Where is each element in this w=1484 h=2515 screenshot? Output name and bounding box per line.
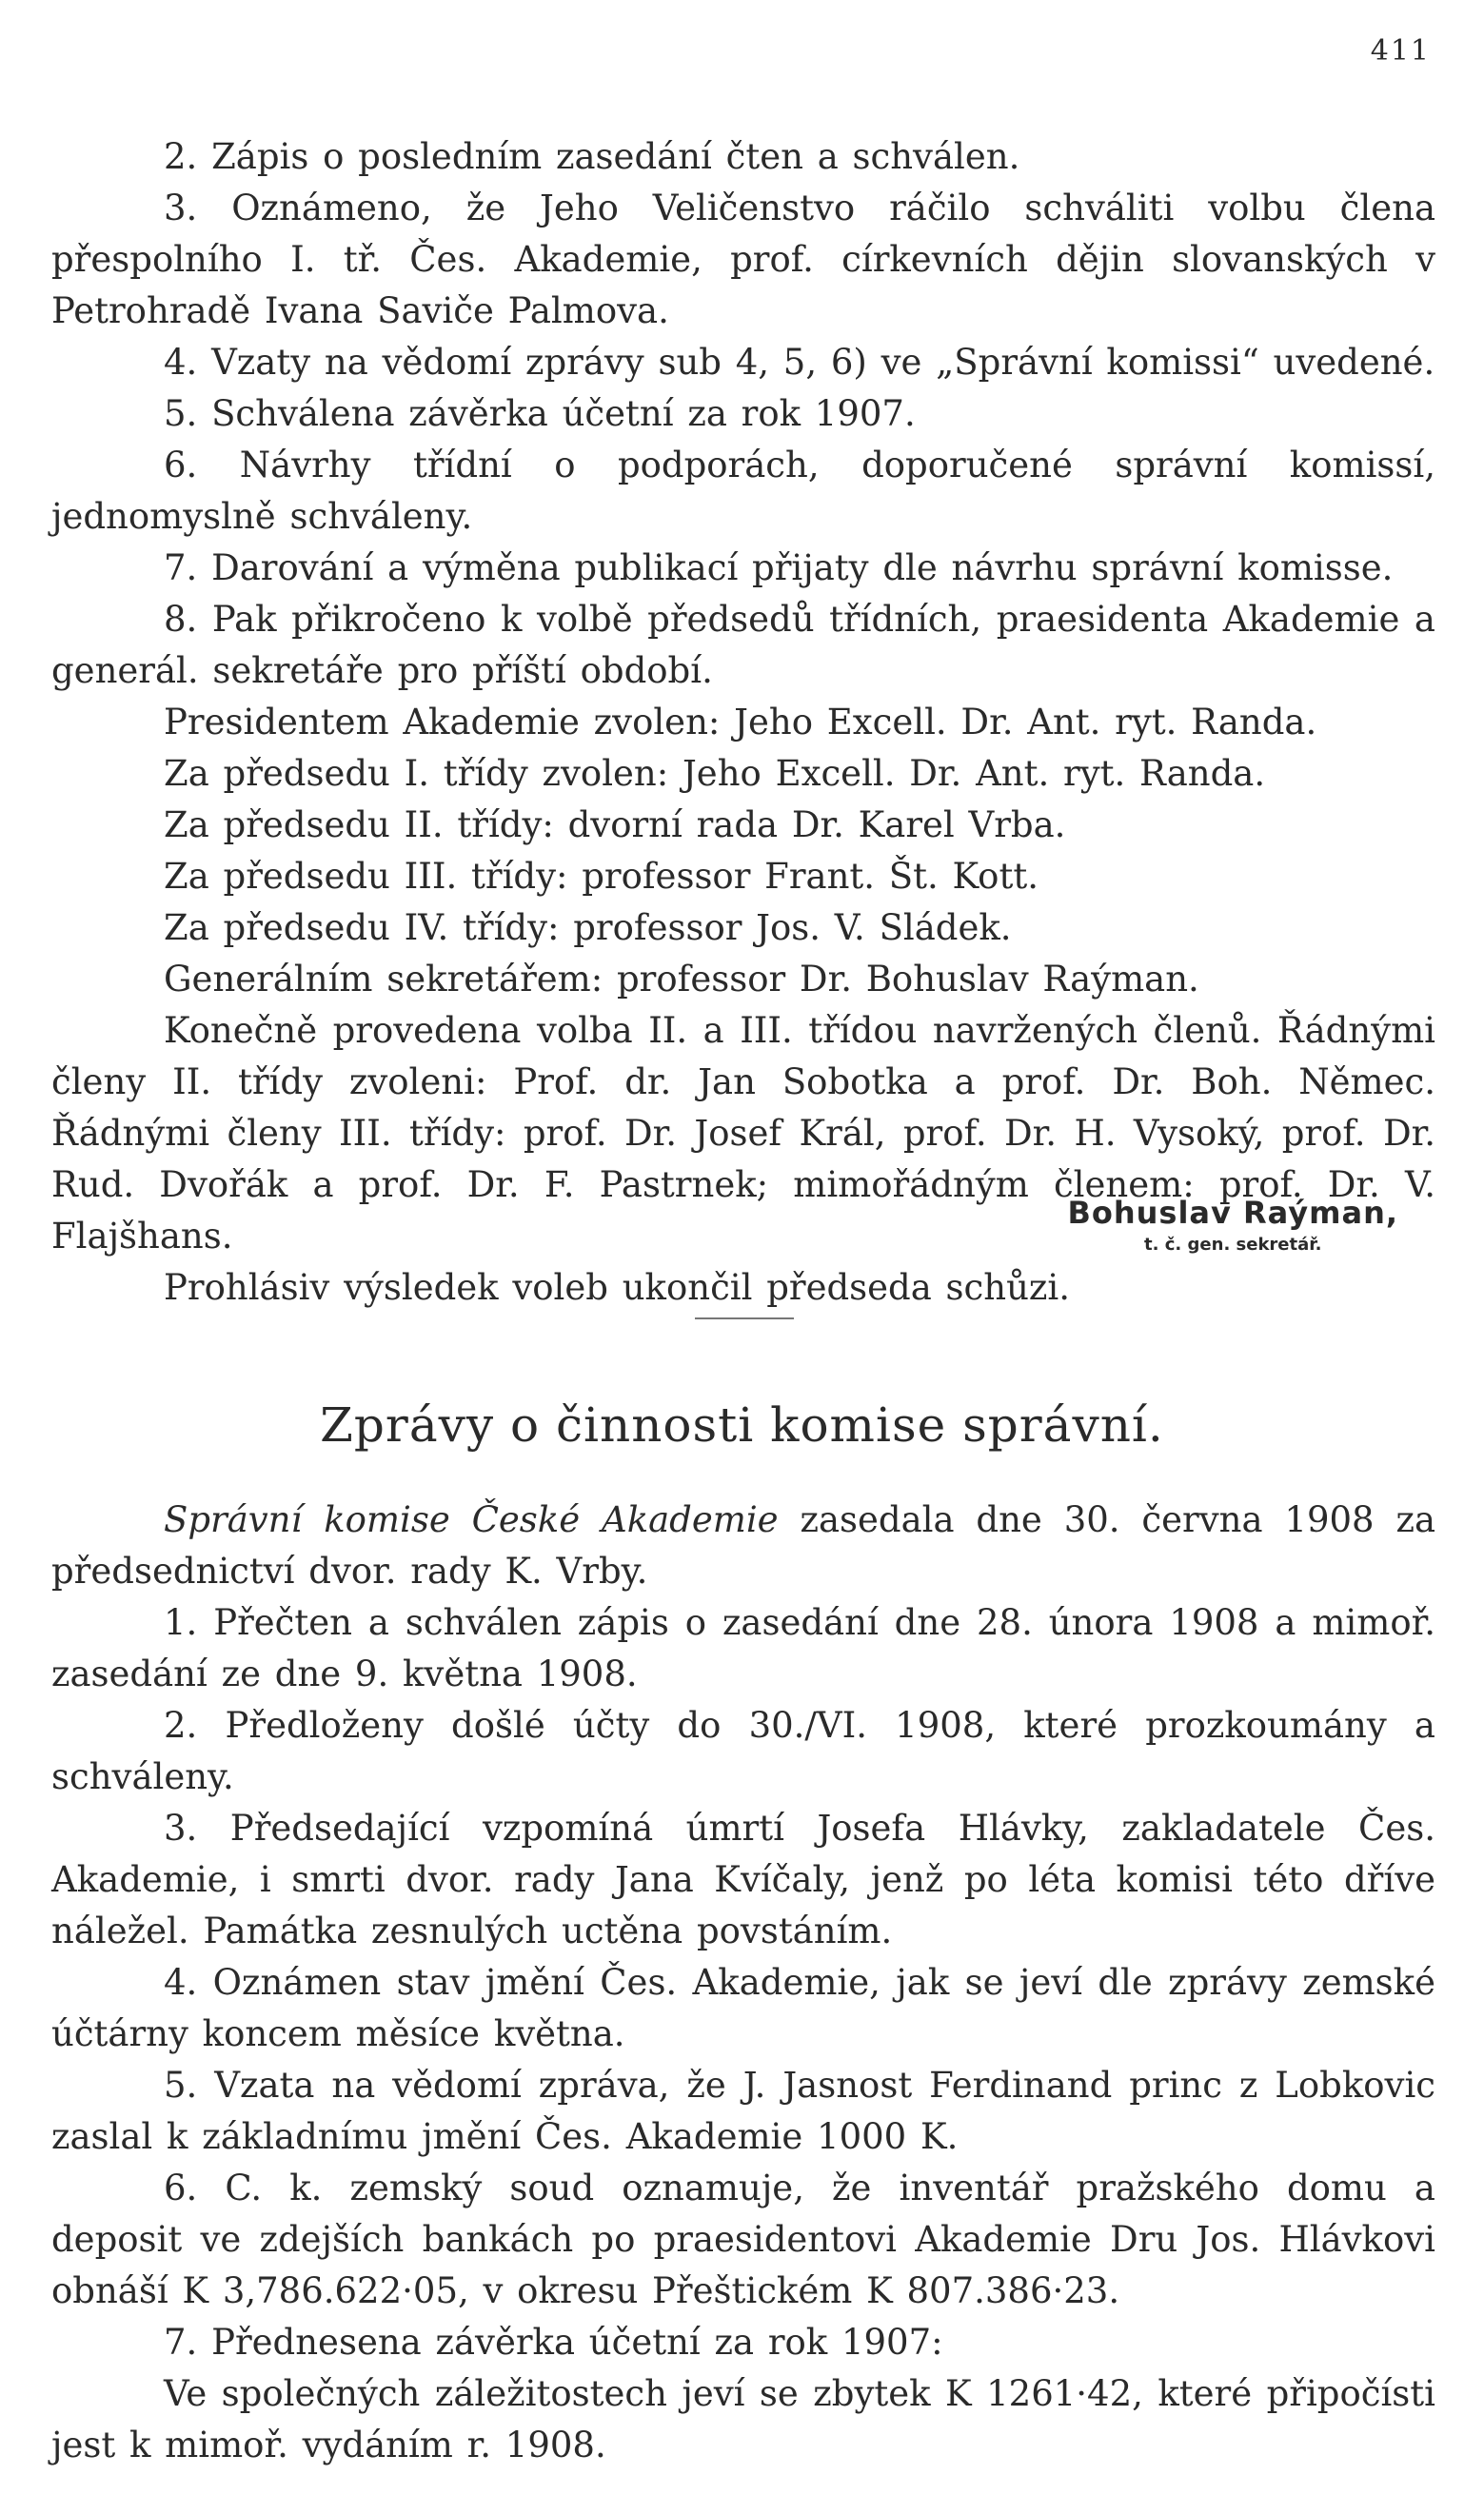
election-line: Za předsedu IV. třídy: professor Jos. V. Sládek. [164,907,1012,948]
section-title: Zprávy o činnosti komise správní. [320,1397,1164,1453]
page-number: 411 [1370,34,1431,68]
session-minutes [51,131,1435,1314]
election-line: Za předsedu I. třídy zvolen: Jeho Excell. Dr. Ant. ryt. Randa. [164,753,1266,794]
election-line: Presidentem Akademie zvolen: Jeho Excell. Dr. Ant. ryt. Randa. [164,702,1317,743]
commission-report [51,1495,1435,2471]
election-line: Za předsedu II. třídy: dvorní rada Dr. Karel Vrba. [164,804,1066,845]
intro-rest: zasedala dne 30. června 1908 za předsednictví dvor. rady K. Vrby. [51,1499,1435,1592]
signature-name: Bohuslav Raýman, [1067,1195,1398,1231]
session-item: 3. Oznámeno, že Jeho Veličenstvo ráčilo schváliti volbu člena přespolního I. tř. Čes. Akademie, prof. církevních dějin slovanských v Petrohradě Ivana Saviče Palmova. [51,188,1435,331]
session-item: 5. Schválena závěrka účetní za rok 1907. [164,393,916,434]
session-item: 7. Darování a výměna publikací přijaty dle návrhu správní komisse. [164,547,1394,588]
commission-item: 4. Oznámen stav jmění Čes. Akademie, jak se jeví dle zprávy zemské účtárny koncem měsíce května. [51,1962,1435,2054]
session-item: 8. Pak přikročeno k volbě předsedů třídních, praesidenta Akademie a generál. sekretáře pro příští období. [51,599,1435,691]
commission-item: 7. Přednesena závěrka účetní za rok 1907: [164,2322,943,2363]
intro-italic-lead: Správní komise České Akademie [164,1499,779,1540]
section-divider [695,1317,794,1319]
commission-item: Ve společných záležitostech jeví se zbytek K 1261·42, které připočísti jest k mimoř. vydáním r. 1908. [51,2373,1435,2465]
session-item: 2. Zápis o posledním zasedání čten a schválen. [164,136,1020,177]
members-paragraph: Konečně provedena volba II. a III. třídou navržených členů. Řádnými členy II. třídy zvoleni: Prof. dr. Jan Sobotka a prof. Dr. Boh. Němec. Řádnými členy III. třídy: prof. Dr. Josef Král, prof. Dr. H. Vysoký, prof. Dr. Rud. Dvořák a prof. Dr. F. Pastrnek; mimořádným členem: prof. Dr. V. Flajšhans. [51,1010,1435,1257]
signature-role: t. č. gen. sekretář. [1144,1235,1322,1255]
commission-item: 1. Přečten a schválen zápis o zasedání dne 28. února 1908 a mimoř. zasedání ze dne 9. května 1908. [51,1602,1435,1694]
election-line: Za předsedu III. třídy: professor Frant. Št. Kott. [164,856,1039,897]
session-item: 4. Vzaty na vědomí zprávy sub 4, 5, 6) ve „Správní komissi“ uvedené. [164,342,1435,383]
election-line: Generálním sekretářem: professor Dr. Bohuslav Raýman. [164,959,1199,1000]
commission-item: 3. Předsedající vzpomíná úmrtí Josefa Hlávky, zakladatele Čes. Akademie, i smrti dvor. rady Jana Kvíčaly, jenž po léta komisi této dříve náležel. Památka zesnulých uctěna povstáním. [51,1808,1435,1951]
intro-paragraph [51,1495,1435,1597]
closing-line: Prohlásiv výsledek voleb ukončil předseda schůzi. [164,1267,1071,1308]
commission-item: 6. C. k. zemský soud oznamuje, že inventář pražského domu a deposit ve zdejších bankách po praesidentovi Akademie Dru Jos. Hlávkovi obnáší K 3,786.622·05, v okresu Přeštickém K 807.386·23. [51,2168,1435,2311]
signature [1067,1195,1398,1255]
commission-item: 2. Předloženy došlé účty do 30./VI. 1908, které prozkoumány a schváleny. [51,1705,1435,1797]
commission-item: 5. Vzata na vědomí zpráva, že J. Jasnost Ferdinand princ z Lobkovic zaslal k základnímu jmění Čes. Akademie 1000 K. [51,2065,1435,2157]
session-item: 6. Návrhy třídní o podporách, doporučené správní komissí, jednomyslně schváleny. [51,445,1435,537]
